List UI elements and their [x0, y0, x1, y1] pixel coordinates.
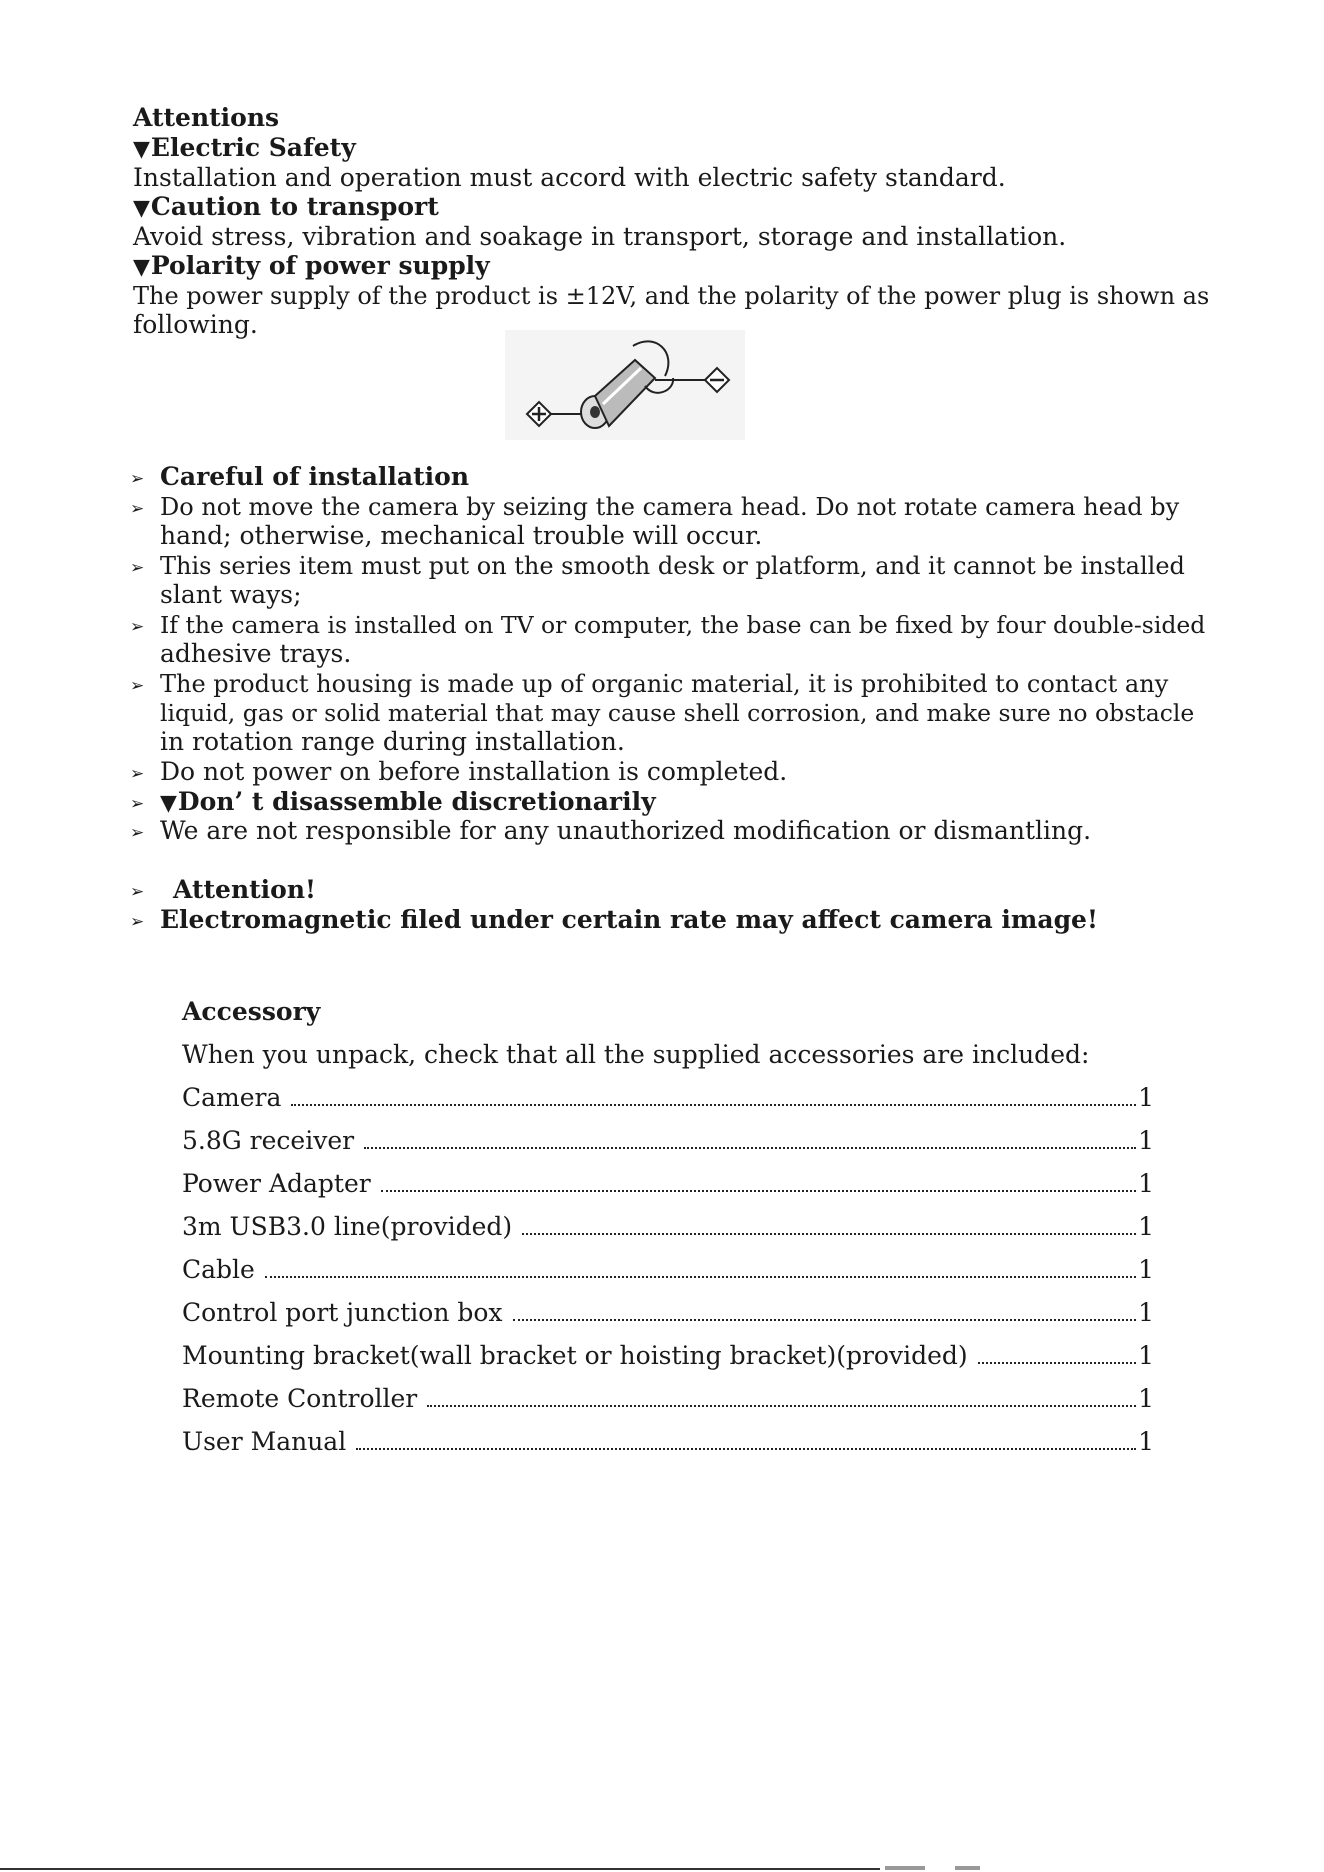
- electric-safety-text: Installation and operation must accord with electric safety standard.: [133, 163, 1006, 192]
- accessory-name: Mounting bracket(wall bracket or hoisting bracket)(provided): [182, 1341, 968, 1370]
- bullet-housing-line3: in rotation range during installation.: [160, 727, 625, 756]
- accessory-qty: 1: [1138, 1341, 1154, 1370]
- down-triangle-icon: ▼: [160, 790, 177, 816]
- arrow-bullet-icon: ➢: [130, 469, 145, 489]
- arrow-bullet-icon: ➢: [130, 764, 145, 784]
- bullet-not-responsible: We are not responsible for any unauthorized modification or dismantling.: [160, 816, 1092, 845]
- arrow-bullet-icon: ➢: [130, 912, 145, 932]
- list-item: [182, 1210, 1154, 1244]
- power-plug-polarity-diagram: [505, 330, 745, 440]
- caution-transport-heading: ▼Caution to transport: [133, 192, 439, 221]
- leader-dots: [522, 1232, 1136, 1235]
- leader-dots: [364, 1146, 1136, 1149]
- list-item: [182, 1124, 1154, 1158]
- down-triangle-icon: ▼: [133, 254, 150, 280]
- leader-dots: [265, 1275, 1136, 1278]
- leader-dots: [513, 1318, 1137, 1321]
- arrow-bullet-icon: ➢: [130, 794, 145, 814]
- leader-dots: [978, 1361, 1136, 1364]
- bullet-do-not-move-line2: hand; otherwise, mechanical trouble will occur.: [160, 521, 763, 550]
- down-triangle-icon: ▼: [133, 136, 150, 162]
- page-bottom-mark: [885, 1866, 925, 1870]
- list-item: [182, 1253, 1154, 1287]
- arrow-bullet-icon: ➢: [130, 499, 145, 519]
- list-item: [182, 1081, 1154, 1115]
- down-triangle-icon: ▼: [133, 195, 150, 221]
- accessory-qty: 1: [1138, 1212, 1154, 1241]
- accessory-qty: 1: [1138, 1298, 1154, 1327]
- leader-dots: [356, 1447, 1136, 1450]
- page-bottom-rule: [0, 1868, 880, 1870]
- list-item: [182, 1339, 1154, 1373]
- bullet-attention: Attention!: [173, 875, 317, 904]
- arrow-bullet-icon: ➢: [130, 676, 145, 696]
- accessory-qty: 1: [1138, 1083, 1154, 1112]
- accessory-name: User Manual: [182, 1427, 347, 1456]
- arrow-bullet-icon: ➢: [130, 617, 145, 637]
- leader-dots: [427, 1404, 1136, 1407]
- bullet-do-not-move-line1: Do not move the camera by seizing the camera head. Do not rotate camera head by: [160, 493, 1180, 521]
- leader-dots: [291, 1103, 1136, 1106]
- accessory-name: Power Adapter: [182, 1169, 371, 1198]
- accessory-name: Remote Controller: [182, 1384, 418, 1413]
- leader-dots: [381, 1189, 1136, 1192]
- polarity-text-line1: The power supply of the product is ±12V, and the polarity of the power plug is shown as: [133, 282, 1210, 310]
- accessory-name: Control port junction box: [182, 1298, 503, 1327]
- bullet-dont-disassemble: ▼Don’ t disassemble discretionarily: [160, 787, 656, 816]
- page-bottom-mark: [955, 1866, 980, 1870]
- arrow-bullet-icon: ➢: [130, 558, 145, 578]
- bullet-power-on: Do not power on before installation is completed.: [160, 757, 788, 786]
- list-item: [182, 1382, 1154, 1416]
- accessory-qty: 1: [1138, 1169, 1154, 1198]
- accessory-qty: 1: [1138, 1126, 1154, 1155]
- accessory-name: 5.8G receiver: [182, 1126, 355, 1155]
- arrow-bullet-icon: ➢: [130, 882, 145, 902]
- bullet-smooth-desk-line2: slant ways;: [160, 580, 302, 609]
- bullet-careful-installation: Careful of installation: [160, 462, 470, 491]
- accessory-name: Camera: [182, 1083, 282, 1112]
- bullet-smooth-desk-line1: This series item must put on the smooth desk or platform, and it cannot be installed: [160, 552, 1185, 580]
- bullet-housing-line2: liquid, gas or solid material that may cause shell corrosion, and make sure no obstacle: [160, 699, 1195, 727]
- accessory-qty: 1: [1138, 1427, 1154, 1456]
- bullet-housing-line1: The product housing is made up of organic material, it is prohibited to contact any: [160, 670, 1169, 698]
- polarity-heading: ▼Polarity of power supply: [133, 251, 490, 280]
- attentions-title: Attentions: [133, 103, 280, 132]
- accessory-name: Cable: [182, 1255, 255, 1284]
- accessory-name: 3m USB3.0 line(provided): [182, 1212, 513, 1241]
- bullet-tv-computer-line2: adhesive trays.: [160, 639, 352, 668]
- bullet-tv-computer-line1: If the camera is installed on TV or computer, the base can be fixed by four double-sided: [160, 611, 1206, 639]
- accessory-title: Accessory: [182, 997, 321, 1026]
- accessory-qty: 1: [1138, 1384, 1154, 1413]
- arrow-bullet-icon: ➢: [130, 823, 145, 843]
- list-item: [182, 1425, 1154, 1459]
- accessory-intro: When you unpack, check that all the supplied accessories are included:: [182, 1040, 1090, 1069]
- list-item: [182, 1167, 1154, 1201]
- polarity-text-line2: following.: [133, 310, 258, 339]
- accessory-qty: 1: [1138, 1255, 1154, 1284]
- caution-transport-text: Avoid stress, vibration and soakage in transport, storage and installation.: [133, 222, 1067, 251]
- list-item: [182, 1296, 1154, 1330]
- bullet-electromagnetic: Electromagnetic filed under certain rate may affect camera image!: [160, 905, 1098, 934]
- electric-safety-heading: ▼Electric Safety: [133, 133, 356, 162]
